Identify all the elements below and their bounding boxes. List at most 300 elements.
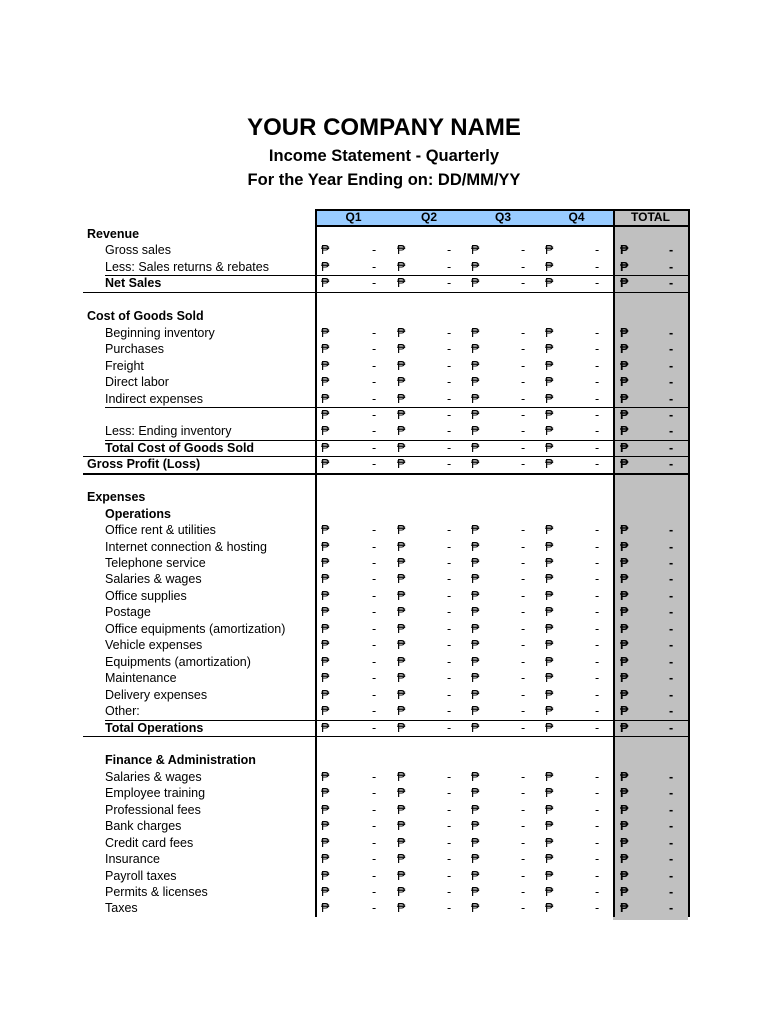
empty-value: - [521,671,526,686]
empty-value: - [447,407,452,422]
empty-value: - [372,375,377,390]
currency-symbol: ₱ [471,885,480,899]
empty-value: - [521,687,526,702]
empty-value: - [521,358,526,373]
row-label: Purchases [105,342,165,357]
empty-value: - [595,556,600,570]
currency-symbol: ₱ [620,605,629,620]
empty-value: - [521,621,526,636]
currency-symbol: ₱ [397,375,406,390]
currency-symbol: ₱ [321,885,330,899]
empty-value: - [595,720,600,735]
currency-symbol: ₱ [397,720,406,735]
empty-value: - [669,391,674,406]
currency-symbol: ₱ [545,720,554,735]
row-label: Telephone service [105,556,206,570]
currency-symbol: ₱ [397,687,406,702]
currency-symbol: ₱ [471,523,480,538]
currency-symbol: ₱ [321,243,330,258]
empty-value: - [669,687,674,702]
currency-symbol: ₱ [397,769,406,784]
empty-value: - [447,769,452,784]
empty-value: - [372,407,377,422]
row-label: Gross Profit (Loss) [87,457,201,472]
empty-value: - [372,325,377,340]
currency-symbol: ₱ [545,835,554,850]
currency-symbol: ₱ [397,654,406,669]
row-label: Less: Ending inventory [105,424,232,439]
currency-symbol: ₱ [620,588,629,603]
empty-value: - [521,440,526,455]
empty-value: - [372,276,377,291]
empty-value: - [447,588,452,603]
currency-symbol: ₱ [545,621,554,636]
row-label: Freight [105,358,144,373]
currency-symbol: ₱ [471,786,480,801]
empty-value: - [447,704,452,719]
empty-value: - [521,243,526,258]
row-label: Office supplies [105,588,187,603]
empty-value: - [521,342,526,357]
currency-symbol: ₱ [545,885,554,899]
empty-value: - [595,704,600,719]
empty-value: - [447,375,452,390]
empty-value: - [372,852,377,867]
currency-symbol: ₱ [545,704,554,719]
currency-symbol: ₱ [397,342,406,357]
currency-symbol: ₱ [545,259,554,274]
empty-value: - [372,868,377,883]
row-label: Total Cost of Goods Sold [105,440,255,455]
currency-symbol: ₱ [397,835,406,850]
empty-value: - [521,325,526,340]
empty-value: - [372,819,377,834]
currency-symbol: ₱ [321,835,330,850]
currency-symbol: ₱ [545,375,554,390]
empty-value: - [447,358,452,373]
empty-value: - [447,424,452,439]
currency-symbol: ₱ [471,687,480,702]
empty-value: - [669,407,674,422]
subtotal-bottom-rule [83,736,688,737]
currency-symbol: ₱ [321,375,330,390]
currency-symbol: ₱ [620,391,629,406]
row-label: Insurance [105,852,160,867]
currency-symbol: ₱ [471,259,480,274]
empty-value: - [521,786,526,801]
currency-symbol: ₱ [471,325,480,340]
subtotal-rule [105,275,688,276]
currency-symbol: ₱ [321,259,330,274]
empty-value: - [521,769,526,784]
empty-value: - [595,605,600,620]
currency-symbol: ₱ [545,556,554,570]
empty-value: - [669,556,674,570]
empty-value: - [669,868,674,883]
currency-symbol: ₱ [397,852,406,867]
empty-value: - [669,885,674,899]
currency-symbol: ₱ [620,325,629,340]
currency-symbol: ₱ [471,901,480,916]
currency-symbol: ₱ [545,638,554,653]
row-label: Vehicle expenses [105,638,203,653]
currency-symbol: ₱ [545,276,554,291]
row-label: Expenses [87,490,146,505]
empty-value: - [669,588,674,603]
currency-symbol: ₱ [471,391,480,406]
currency-symbol: ₱ [471,704,480,719]
empty-value: - [669,375,674,390]
empty-value: - [372,539,377,554]
currency-symbol: ₱ [545,868,554,883]
empty-value: - [595,243,600,258]
currency-symbol: ₱ [620,901,629,916]
empty-value: - [372,243,377,258]
empty-value: - [372,523,377,538]
currency-symbol: ₱ [471,605,480,620]
empty-value: - [521,868,526,883]
empty-value: - [447,885,452,899]
currency-symbol: ₱ [321,342,330,357]
empty-value: - [447,342,452,357]
currency-symbol: ₱ [471,654,480,669]
column-header-q3: Q3 [494,210,511,224]
empty-value: - [595,901,600,916]
currency-symbol: ₱ [471,375,480,390]
currency-symbol: ₱ [397,358,406,373]
currency-symbol: ₱ [471,802,480,817]
currency-symbol: ₱ [545,523,554,538]
empty-value: - [669,572,674,587]
currency-symbol: ₱ [397,671,406,686]
empty-value: - [595,358,600,373]
empty-value: - [447,835,452,850]
currency-symbol: ₱ [397,704,406,719]
empty-value: - [372,440,377,455]
currency-symbol: ₱ [321,687,330,702]
currency-symbol: ₱ [471,769,480,784]
currency-symbol: ₱ [545,654,554,669]
currency-symbol: ₱ [545,342,554,357]
currency-symbol: ₱ [471,457,480,472]
currency-symbol: ₱ [321,572,330,587]
currency-symbol: ₱ [545,671,554,686]
empty-value: - [372,671,377,686]
currency-symbol: ₱ [545,358,554,373]
row-label: Postage [105,605,151,620]
currency-symbol: ₱ [321,358,330,373]
empty-value: - [521,852,526,867]
empty-value: - [669,523,674,538]
empty-value: - [372,621,377,636]
empty-value: - [669,424,674,439]
currency-symbol: ₱ [397,901,406,916]
empty-value: - [669,654,674,669]
empty-value: - [521,835,526,850]
empty-value: - [447,687,452,702]
currency-symbol: ₱ [471,424,480,439]
currency-symbol: ₱ [620,638,629,653]
currency-symbol: ₱ [321,539,330,554]
currency-symbol: ₱ [471,572,480,587]
currency-symbol: ₱ [545,243,554,258]
row-label: Net Sales [105,276,162,291]
empty-value: - [447,325,452,340]
empty-value: - [447,901,452,916]
empty-value: - [521,704,526,719]
currency-symbol: ₱ [620,424,629,439]
currency-symbol: ₱ [397,786,406,801]
row-label: Operations [105,506,171,521]
empty-value: - [669,802,674,817]
subtotal-rule [105,720,688,721]
empty-value: - [595,407,600,422]
empty-value: - [447,802,452,817]
empty-value: - [447,852,452,867]
currency-symbol: ₱ [397,605,406,620]
currency-symbol: ₱ [321,704,330,719]
empty-value: - [595,539,600,554]
empty-value: - [595,375,600,390]
currency-symbol: ₱ [471,819,480,834]
period-line: For the Year Ending on: DD/MM/YY [247,171,521,189]
row-label: Taxes [105,901,138,916]
empty-value: - [447,654,452,669]
currency-symbol: ₱ [321,621,330,636]
currency-symbol: ₱ [620,885,629,899]
empty-value: - [669,671,674,686]
gross-profit-rule [83,473,688,475]
currency-symbol: ₱ [545,407,554,422]
currency-symbol: ₱ [471,539,480,554]
empty-value: - [521,605,526,620]
row-label: Delivery expenses [105,687,208,702]
company-name: YOUR COMPANY NAME [247,114,521,141]
currency-symbol: ₱ [397,588,406,603]
currency-symbol: ₱ [545,786,554,801]
empty-value: - [372,342,377,357]
empty-value: - [447,440,452,455]
empty-value: - [595,259,600,274]
currency-symbol: ₱ [620,572,629,587]
currency-symbol: ₱ [321,852,330,867]
empty-value: - [595,457,600,472]
row-label: Maintenance [105,671,177,686]
currency-symbol: ₱ [397,457,406,472]
empty-value: - [521,819,526,834]
currency-symbol: ₱ [620,375,629,390]
empty-value: - [669,621,674,636]
currency-symbol: ₱ [321,457,330,472]
empty-value: - [372,885,377,899]
empty-value: - [595,786,600,801]
row-label: Cost of Goods Sold [87,309,204,324]
currency-symbol: ₱ [321,407,330,422]
empty-value: - [669,539,674,554]
empty-value: - [521,424,526,439]
empty-value: - [669,720,674,735]
empty-value: - [447,868,452,883]
empty-value: - [372,391,377,406]
row-label: Finance & Administration [105,753,256,768]
empty-value: - [595,819,600,834]
currency-symbol: ₱ [545,687,554,702]
row-label: Employee training [105,786,206,801]
row-label: Total Operations [105,720,204,735]
empty-value: - [372,572,377,587]
currency-symbol: ₱ [545,325,554,340]
row-label: Office rent & utilities [105,523,216,538]
currency-symbol: ₱ [321,424,330,439]
currency-symbol: ₱ [321,638,330,653]
empty-value: - [669,605,674,620]
currency-symbol: ₱ [321,868,330,883]
currency-symbol: ₱ [471,588,480,603]
currency-symbol: ₱ [321,605,330,620]
currency-symbol: ₱ [397,424,406,439]
currency-symbol: ₱ [471,852,480,867]
column-header-q1: Q1 [345,210,362,224]
empty-value: - [669,325,674,340]
currency-symbol: ₱ [545,901,554,916]
currency-symbol: ₱ [321,325,330,340]
currency-symbol: ₱ [620,852,629,867]
currency-symbol: ₱ [545,769,554,784]
row-label: Bank charges [105,819,182,834]
currency-symbol: ₱ [471,671,480,686]
currency-symbol: ₱ [321,786,330,801]
currency-symbol: ₱ [545,852,554,867]
empty-value: - [521,802,526,817]
empty-value: - [447,638,452,653]
empty-value: - [669,342,674,357]
currency-symbol: ₱ [545,457,554,472]
empty-value: - [447,671,452,686]
empty-value: - [447,605,452,620]
empty-value: - [521,556,526,570]
empty-value: - [447,276,452,291]
row-label: Less: Sales returns & rebates [105,259,269,274]
empty-value: - [372,901,377,916]
empty-value: - [669,638,674,653]
currency-symbol: ₱ [321,671,330,686]
empty-value: - [595,671,600,686]
currency-symbol: ₱ [620,259,629,274]
empty-value: - [372,835,377,850]
currency-symbol: ₱ [321,720,330,735]
empty-value: - [521,523,526,538]
currency-symbol: ₱ [620,621,629,636]
empty-value: - [521,885,526,899]
empty-value: - [372,687,377,702]
empty-value: - [669,819,674,834]
empty-value: - [447,391,452,406]
currency-symbol: ₱ [620,654,629,669]
row-label: Credit card fees [105,835,194,850]
row-label: Office equipments (amortization) [105,621,286,636]
currency-symbol: ₱ [321,391,330,406]
currency-symbol: ₱ [620,407,629,422]
empty-value: - [372,654,377,669]
currency-symbol: ₱ [397,556,406,570]
empty-value: - [595,424,600,439]
currency-symbol: ₱ [471,556,480,570]
currency-symbol: ₱ [471,720,480,735]
currency-symbol: ₱ [471,276,480,291]
currency-symbol: ₱ [620,556,629,570]
empty-value: - [447,819,452,834]
empty-value: - [595,440,600,455]
empty-value: - [595,588,600,603]
currency-symbol: ₱ [397,868,406,883]
currency-symbol: ₱ [471,407,480,422]
empty-value: - [372,802,377,817]
column-header-q2: Q2 [420,210,437,224]
empty-value: - [372,638,377,653]
empty-value: - [669,440,674,455]
currency-symbol: ₱ [620,835,629,850]
currency-symbol: ₱ [620,539,629,554]
currency-symbol: ₱ [321,901,330,916]
empty-value: - [669,259,674,274]
row-label: Salaries & wages [105,769,202,784]
empty-value: - [521,720,526,735]
empty-value: - [447,243,452,258]
currency-symbol: ₱ [397,621,406,636]
empty-value: - [669,704,674,719]
empty-value: - [595,852,600,867]
empty-value: - [669,769,674,784]
row-label: Indirect expenses [105,391,203,406]
currency-symbol: ₱ [545,588,554,603]
column-header-total: TOTAL [631,210,670,224]
row-label: Permits & licenses [105,885,208,899]
currency-symbol: ₱ [397,407,406,422]
currency-symbol: ₱ [620,819,629,834]
currency-symbol: ₱ [397,243,406,258]
empty-value: - [521,391,526,406]
empty-value: - [521,654,526,669]
currency-symbol: ₱ [471,342,480,357]
currency-symbol: ₱ [620,440,629,455]
currency-symbol: ₱ [397,523,406,538]
currency-symbol: ₱ [397,325,406,340]
currency-symbol: ₱ [545,572,554,587]
currency-symbol: ₱ [471,621,480,636]
currency-symbol: ₱ [321,440,330,455]
currency-symbol: ₱ [397,391,406,406]
currency-symbol: ₱ [471,358,480,373]
empty-value: - [447,539,452,554]
empty-value: - [372,786,377,801]
currency-symbol: ₱ [471,868,480,883]
currency-symbol: ₱ [397,440,406,455]
subtotal-rule [105,440,688,441]
currency-symbol: ₱ [321,802,330,817]
empty-value: - [669,243,674,258]
grid-left-border [315,209,317,917]
currency-symbol: ₱ [397,539,406,554]
empty-value: - [447,556,452,570]
currency-symbol: ₱ [321,523,330,538]
currency-symbol: ₱ [620,868,629,883]
currency-symbol: ₱ [620,671,629,686]
currency-symbol: ₱ [620,523,629,538]
empty-value: - [447,621,452,636]
empty-value: - [447,572,452,587]
currency-symbol: ₱ [620,276,629,291]
currency-symbol: ₱ [620,342,629,357]
